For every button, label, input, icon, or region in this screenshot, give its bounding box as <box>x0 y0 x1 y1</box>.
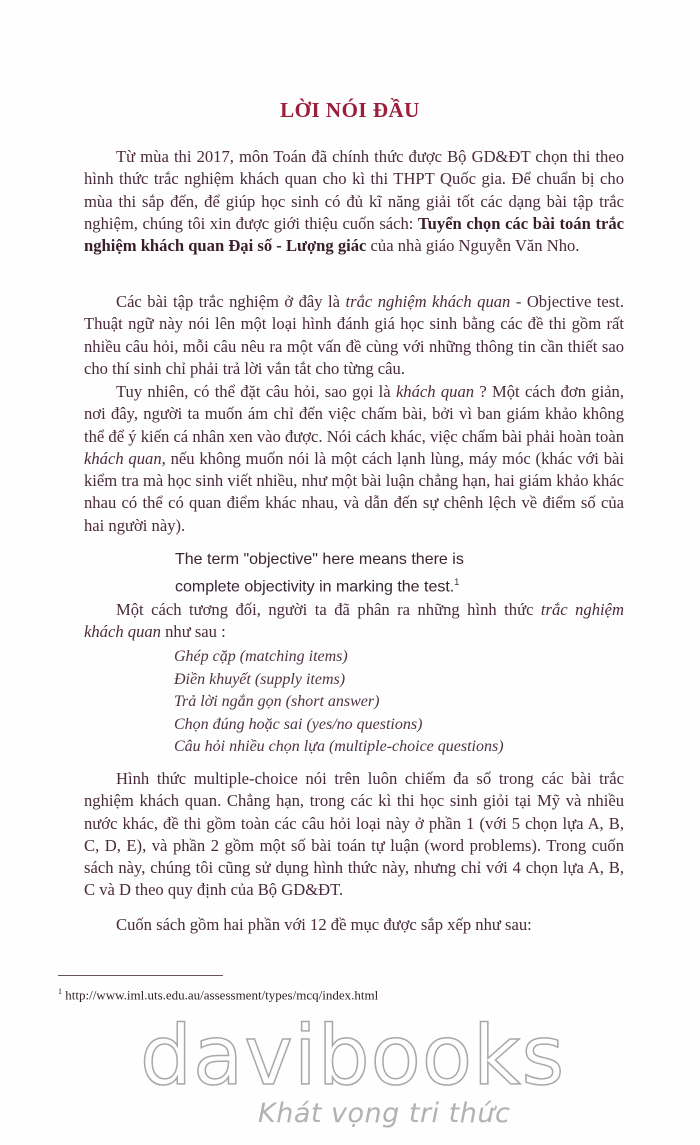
paragraph-intro <box>84 146 624 257</box>
footnote-mark: 1 <box>58 987 62 996</box>
p3-text-b: ? Một cách đơn giản, nơi đây, người ta muốn ám chỉ đến việc chấm bài, bởi vì ban giám khảo không thể để ý kiến cá nhân xen vào được. Nói cách khác, việc chấm bài phải hoàn toàn <box>84 382 624 446</box>
paragraph-why-objective <box>84 381 624 537</box>
p3-term2: khách quan <box>84 448 162 468</box>
book-title: Tuyển chọn các bài toán trắc nghiệm khách quan Đại số - Lượng giác <box>84 213 624 256</box>
footnote-ref: 1 <box>454 577 460 587</box>
list-item: Câu hỏi nhiều chọn lựa (multiple-choice questions) <box>174 738 504 755</box>
footnote-divider <box>58 975 223 976</box>
intro-text: Từ mùa thi 2017, môn Toán đã chính thức được Bộ GD&ĐT chọn thi theo hình thức trắc nghiệm khách quan cho kì thi THPT Quốc gia. Để chuẩn bị cho mùa thi sắp đến, để giúp học sinh có đủ kĩ năng giải tốt các dạng bài tập trắc nghiệm, chúng tôi xin được giới thiệu cuốn sách: <box>84 147 624 233</box>
paragraph-forms-intro <box>84 599 624 644</box>
p3-text-a: Tuy nhiên, có thể đặt câu hỏi, sao gọi là <box>116 382 396 401</box>
quote-line-1: The term "objective" here means there is <box>175 551 464 568</box>
footnote <box>58 987 618 1003</box>
p3-term1: khách quan <box>395 382 475 401</box>
p3-text-c: , nếu không muốn nói là một cách lạnh lùng, máy móc (khác với bài kiểm tra mà học sinh viết nhiều, như một bài luận chẳng hạn, hai giám khảo khác nhau có thể có quan điểm khác nhau, và dẫn đến sự chênh lệch về điểm số của hai người này). <box>84 448 624 535</box>
list-item: Chọn đúng hoặc sai (yes/no questions) <box>174 715 423 733</box>
intro-tail: của nhà giáo Nguyễn Văn Nho. <box>366 236 580 256</box>
p2-text-b: - Objective test. Thuật ngữ này nói lên một loại hình đánh giá học sinh bằng các đề thi gồm rất nhiều câu hỏi, mỗi câu nêu ra một vấn đề cùng với những thông tin cần thiết sao cho thí sinh chỉ phải trả lời vắn tắt cho từng câu. <box>84 292 624 378</box>
p6-text: Cuốn sách gồm hai phần với 12 đề mục được sắp xếp như sau: <box>116 915 532 934</box>
p4-text-a: Một cách tương đối, người ta đã phân ra những hình thức <box>116 600 541 619</box>
p5-text: Hình thức multiple-choice nói trên luôn chiếm đa số trong các bài trắc nghiệm khách quan. Chẳng hạn, trong các kì thi học sinh giỏi tại Mỹ và nhiều nước khác, đề thi gồm toàn các câu hỏi loại này ở phần 1 (với 5 chọn lựa A, B, C, D, E), và phần 2 gồm một số bài toán tự luận (word problems). Trong cuốn sách này, chúng tôi cũng sử dụng hình thức này, nhưng chỉ với 4 chọn lựa A, B, C và D theo quy định của Bộ GD&ĐT. <box>84 769 624 900</box>
quote-line-2 <box>175 571 595 598</box>
watermark-brand: davibooks <box>140 1009 566 1104</box>
page-title: LỜI NÓI ĐẦU <box>280 98 420 122</box>
paragraph-structure <box>84 914 624 936</box>
paragraph-multiple-choice <box>84 768 624 902</box>
p2-text-a: Các bài tập trắc nghiệm ở đây là <box>116 292 346 311</box>
paragraph-objective-test <box>84 291 624 380</box>
english-quote <box>175 549 595 598</box>
watermark-slogan: Khát vọng tri thức <box>258 1098 511 1129</box>
list-item: Trả lời ngắn gọn (short answer) <box>174 693 380 710</box>
quote-line-2-text: complete objectivity in marking the test. <box>175 578 455 596</box>
p4-term: trắc nghiệm khách quan <box>84 600 624 642</box>
footnote-url: http://www.iml.uts.edu.au/assessment/types/mcq/index.html <box>65 987 379 1003</box>
list-item: Ghép cặp (matching items) <box>174 648 348 665</box>
p4-text-b: như sau : <box>160 622 226 642</box>
forms-list <box>174 646 594 759</box>
p2-term: trắc nghiệm khách quan <box>345 292 511 311</box>
list-item: Điền khuyết (supply items) <box>174 670 346 688</box>
